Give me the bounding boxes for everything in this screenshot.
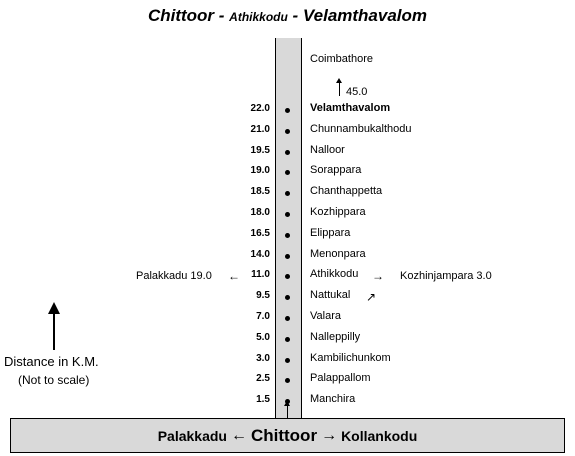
top-destination-distance: 45.0: [346, 86, 368, 98]
stop-distance: 3.0: [256, 352, 270, 364]
top-destination-name: Coimbathore: [310, 53, 373, 65]
main-road-right: Kollankodu: [341, 427, 418, 444]
stop-name: Velamthavalom: [310, 102, 391, 114]
stop-name: Athikkodu: [310, 268, 359, 281]
diagram-title: [0, 6, 575, 26]
up-arrow-icon: [336, 78, 342, 83]
main-road-label: [10, 418, 565, 453]
stop-distance: 22.0: [250, 103, 270, 114]
stop-dot-icon: [285, 233, 290, 238]
main-road-center: Chittoor: [250, 425, 318, 445]
stop-dot-icon: [285, 254, 290, 259]
left-arrow-icon: ←: [228, 269, 240, 283]
branch-right-label: Kozhinjampara 3.0: [400, 270, 492, 282]
manchira-up-arrow-icon: [284, 401, 290, 406]
stop-dot-icon: [285, 358, 290, 363]
stop-distance: 14.0: [250, 248, 270, 260]
stop-name: Chanthappetta: [310, 185, 383, 198]
top-destination-arrow-line: [339, 82, 340, 96]
stop-name: Nattukal: [310, 289, 351, 302]
diagonal-arrow-icon: ↗: [366, 290, 377, 304]
stop-name: Nalloor: [310, 143, 345, 156]
title-left: Chittoor -: [147, 6, 230, 25]
stop-distance: 18.5: [250, 186, 270, 198]
manchira-arrow-line: [287, 405, 288, 418]
stop-name: Elippara: [310, 226, 351, 239]
stop-dot-icon: [285, 316, 290, 321]
stop-distance: 9.5: [256, 290, 270, 302]
stop-name: Palappallom: [310, 372, 371, 385]
stop-distance: 7.0: [256, 311, 270, 322]
stop-name: Nalleppilly: [310, 330, 361, 343]
title-middle: Athikkodu: [229, 10, 288, 24]
stop-dot-icon: [285, 108, 290, 113]
stop-dot-icon: [285, 129, 290, 134]
stop-distance: 16.5: [250, 227, 270, 239]
main-road-right-arrow-icon: →: [321, 426, 338, 444]
stop-name: Manchira: [310, 393, 356, 406]
branch-left-label: Palakkadu 19.0: [136, 270, 212, 282]
stop-distance: 18.0: [250, 207, 270, 218]
stop-distance: 19.0: [250, 165, 270, 177]
stop-name: Chunnambukalthodu: [310, 122, 412, 135]
legend-distance-label: Distance in K.M.: [4, 354, 99, 369]
stop-distance: 2.5: [256, 373, 270, 385]
stop-name: Kozhippara: [310, 206, 366, 218]
stop-distance: 1.5: [256, 394, 270, 406]
main-road-left: Palakkadu: [157, 427, 227, 444]
stop-distance: 21.0: [250, 123, 270, 135]
legend-arrow-line: [53, 312, 55, 350]
legend-scale-note: (Not to scale): [18, 373, 90, 387]
stop-distance: 11.0: [251, 269, 270, 281]
main-road-left-arrow-icon: ←: [230, 426, 247, 444]
stop-name: Valara: [310, 310, 341, 322]
stop-distance: 19.5: [250, 144, 270, 156]
stop-distance: 5.0: [256, 331, 270, 343]
stop-name: Kambilichunkom: [310, 351, 391, 364]
title-right: - Velamthavalom: [287, 6, 428, 25]
stop-dot-icon: [285, 212, 290, 217]
stop-dot-icon: [285, 337, 290, 342]
stop-name: Menonpara: [310, 247, 366, 260]
stop-dot-icon: [285, 150, 290, 155]
right-arrow-icon: →: [372, 269, 384, 283]
stop-name: Sorappara: [310, 164, 362, 177]
